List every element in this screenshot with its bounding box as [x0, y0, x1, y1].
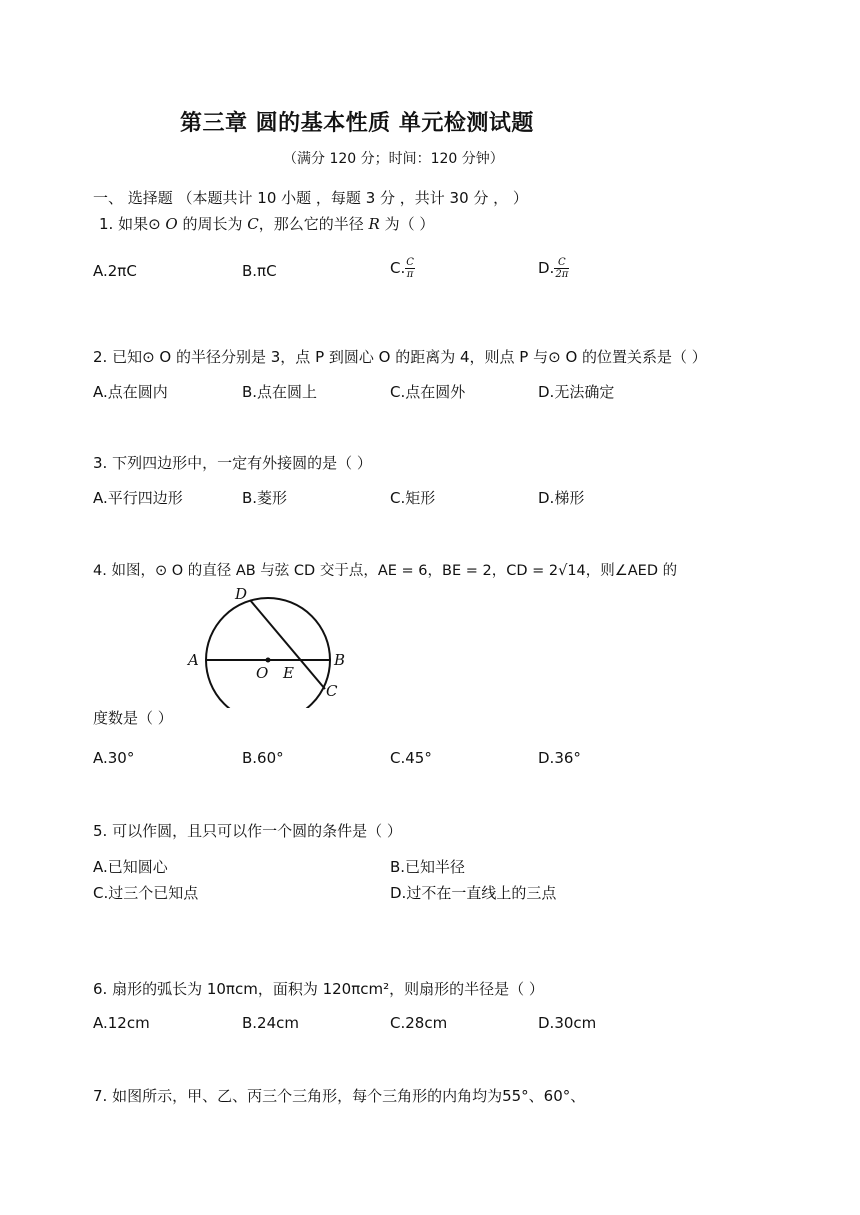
q4-option-d: D.36° — [538, 749, 581, 767]
q1-option-c-fraction — [405, 257, 415, 280]
center-point-o — [266, 658, 271, 663]
section-heading: 一、 选择题 （本题共计 10 小题 ，每题 3 分 ，共计 30 分 ， ） — [93, 189, 528, 207]
q1-option-c-den: π — [406, 269, 414, 280]
q1-var-o: O — [165, 215, 178, 233]
question-2-stem: 2. 已知⊙ O 的半径分别是 3，点 P 到圆心 O 的距离为 4，则点 P 与⊙ O 的位置关系是（ ） — [93, 348, 707, 366]
q1-option-d — [538, 257, 569, 280]
q1-option-c-num: C — [406, 257, 414, 268]
question-5-stem: 5. 可以作圆，且只可以作一个圆的条件是（ ） — [93, 822, 402, 840]
q4-option-b: B.60° — [242, 749, 284, 767]
q1-option-b: B.πC — [242, 262, 277, 280]
q1-option-d-den: 2π — [555, 269, 569, 280]
q2-option-a: A.点在圆内 — [93, 383, 168, 401]
q3-option-b: B.菱形 — [242, 489, 288, 507]
q1-option-a: A.2πC — [93, 262, 137, 280]
question-4-stem: 4. 如图，⊙ O 的直径 AB 与弦 CD 交于点，AE = 6，BE = 2，CD = 2√14，则∠AED 的 — [93, 563, 678, 579]
label-b: B — [334, 651, 346, 669]
q6-option-c: C.28cm — [390, 1014, 448, 1032]
q3-option-a: A.平行四边形 — [93, 489, 183, 507]
q1-text-a: 1. 如果⊙ — [99, 215, 166, 233]
q5-option-b: B.已知半径 — [390, 858, 466, 876]
question-3-stem: 3. 下列四边形中，一定有外接圆的是（ ） — [93, 454, 372, 472]
q6-option-b: B.24cm — [242, 1014, 300, 1032]
circle-o — [206, 598, 330, 708]
q1-option-c — [390, 257, 415, 280]
label-e: E — [283, 664, 294, 682]
circle-figure — [180, 583, 360, 708]
label-d: D — [235, 585, 248, 603]
label-c: C — [326, 682, 338, 700]
q6-option-a: A.12cm — [93, 1014, 150, 1032]
q1-var-r: R — [368, 215, 380, 233]
q5-option-c: C.过三个已知点 — [93, 884, 199, 902]
question-1-stem — [99, 213, 434, 234]
q2-option-b: B.点在圆上 — [242, 383, 318, 401]
question-7-stem: 7. 如图所示，甲、乙、丙三个三角形，每个三角形的内角均为55°、60°、 — [93, 1087, 586, 1105]
q4-option-a: A.30° — [93, 749, 135, 767]
q1-text-b: 的周长为 — [177, 215, 248, 233]
q2-option-c: C.点在圆外 — [390, 383, 466, 401]
q1-text-c: ，那么它的半径 — [258, 215, 369, 233]
q4-option-c: C.45° — [390, 749, 432, 767]
q1-option-d-num: C — [554, 257, 569, 269]
q1-option-d-fraction — [554, 257, 569, 280]
page-subtitle: （满分 120 分；时间：120 分钟） — [283, 151, 504, 167]
label-o: O — [256, 664, 269, 682]
q5-option-a: A.已知圆心 — [93, 858, 168, 876]
q6-option-d: D.30cm — [538, 1014, 597, 1032]
question-6-stem: 6. 扇形的弧长为 10πcm，面积为 120πcm²，则扇形的半径是（ ） — [93, 980, 544, 998]
question-4-stem-end: 度数是（ ） — [93, 709, 173, 727]
q1-var-c: C — [247, 215, 259, 233]
q2-option-d: D.无法确定 — [538, 383, 615, 401]
q1-option-c-prefix: C. — [390, 259, 406, 277]
q3-option-c: C.矩形 — [390, 489, 436, 507]
q1-text-d: 为（ ） — [379, 215, 435, 233]
q3-option-d: D.梯形 — [538, 489, 585, 507]
q1-option-d-prefix: D. — [538, 259, 555, 277]
q5-option-d: D.过不在一直线上的三点 — [390, 884, 557, 902]
page-title: 第三章 圆的基本性质 单元检测试题 — [180, 111, 534, 136]
label-a: A — [188, 651, 199, 669]
